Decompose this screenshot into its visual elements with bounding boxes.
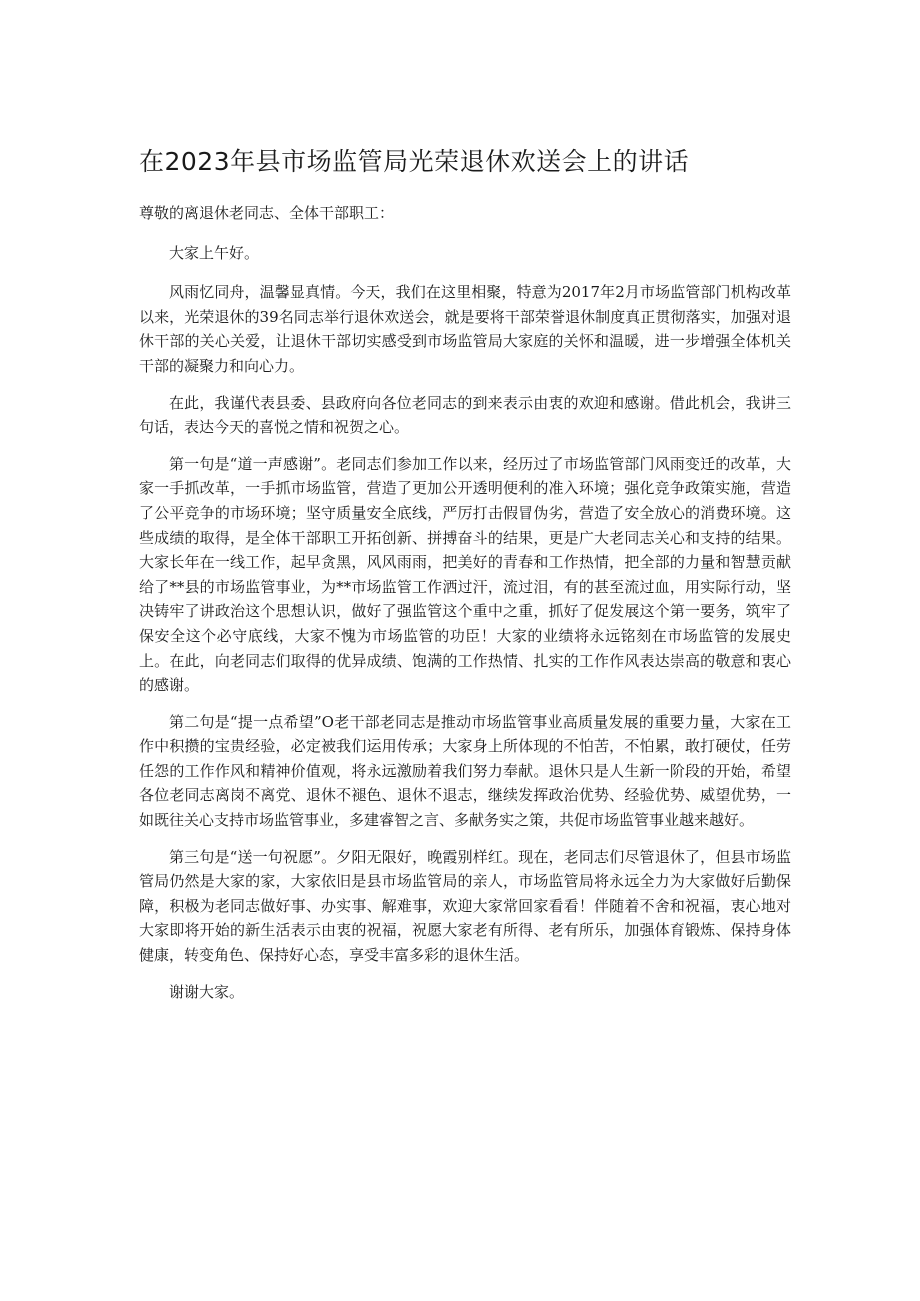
- paragraph-third-point: 第三句是“送一句祝愿”。夕阳无限好，晚霞别样红。现在，老同志们尽管退休了，但县市场监管局仍然是大家的家，大家依旧是县市场监管局的亲人，市场监管局将永远全力为大家做好后勤保障，积极为老同志做好事、办实事、解难事，欢迎大家常回家看看！伴随着不舍和祝福，衷心地对大家即将开始的新生活表示由衷的祝福，祝愿大家老有所得、老有所乐，加强体育锻炼、保持身体健康，转变角色、保持好心态，享受丰富多彩的退休生活。: [139, 847, 791, 965]
- page-title: 在2023年县市场监管局光荣退休欢送会上的讲话: [139, 147, 690, 176]
- greeting: 大家上午好。: [169, 243, 260, 262]
- paragraph-welcome: 在此，我谨代表县委、县政府向各位老同志的到来表示由衷的欢迎和感谢。借此机会，我讲三句话，表达今天的喜悦之情和祝贺之心。: [139, 393, 791, 437]
- closing: 谢谢大家。: [169, 982, 245, 1001]
- paragraph-opening: 风雨忆同舟，温馨显真情。今天，我们在这里相聚，特意为2017年2月市场监管部门机构改革以来，光荣退休的39名同志举行退休欢送会，就是要将干部荣誉退休制度真正贯彻落实，加强对退休干部的关心关爱，让退休干部切实感受到市场监管局大家庭的关怀和温暖，进一步增强全体机关干部的凝聚力和向心力。: [139, 283, 791, 375]
- paragraph-first-point: 第一句是“道一声感谢”。老同志们参加工作以来，经历过了市场监管部门风雨变迁的改革，大家一手抓改革，一手抓市场监管，营造了更加公开透明便利的准入环境；强化竞争政策实施，营造了公平竞争的市场环境；坚守质量安全底线，严厉打击假冒伪劣，营造了安全放心的消费环境。这些成绩的取得，是全体干部职工开拓创新、拼搏奋斗的结果，更是广大老同志关心和支持的结果。大家长年在一线工作，起早贪黑，风风雨雨，把美好的青春和工作热情，把全部的力量和智慧贡献给了**县的市场监管事业，为**市场监管工作洒过汗，流过泪，有的甚至流过血，用实际行动，坚决铸牢了讲政治这个思想认识，做好了强监管这个重中之重，抓好了促发展这个第一要务，筑牢了保安全这个必守底线，大家不愧为市场监管的功臣！大家的业绩将永远铭刻在市场监管的发展史上。在此，向老同志们取得的优异成绩、饱满的工作热情、扎实的工作作风表达崇高的敬意和衷心的感谢。: [139, 454, 791, 695]
- paragraph-second-point: 第二句是“提一点希望”O老干部老同志是推动市场监管事业高质量发展的重要力量，大家在工作中积攒的宝贵经验，必定被我们运用传承；大家身上所体现的不怕苦，不怕累，敢打硬仗，任劳任怨的工作作风和精神价值观，将永远激励着我们努力奉献。退休只是人生新一阶段的开始，希望各位老同志离岗不离党、退休不褪色、退休不退志，继续发挥政治优势、经验优势、威望优势，一如既往关心支持市场监管事业，多建睿智之言、多献务实之策，共促市场监管事业越来越好。: [139, 712, 791, 830]
- document-page: [139, 145, 791, 1016]
- salutation: 尊敬的离退休老同志、全体干部职工：: [139, 204, 395, 222]
